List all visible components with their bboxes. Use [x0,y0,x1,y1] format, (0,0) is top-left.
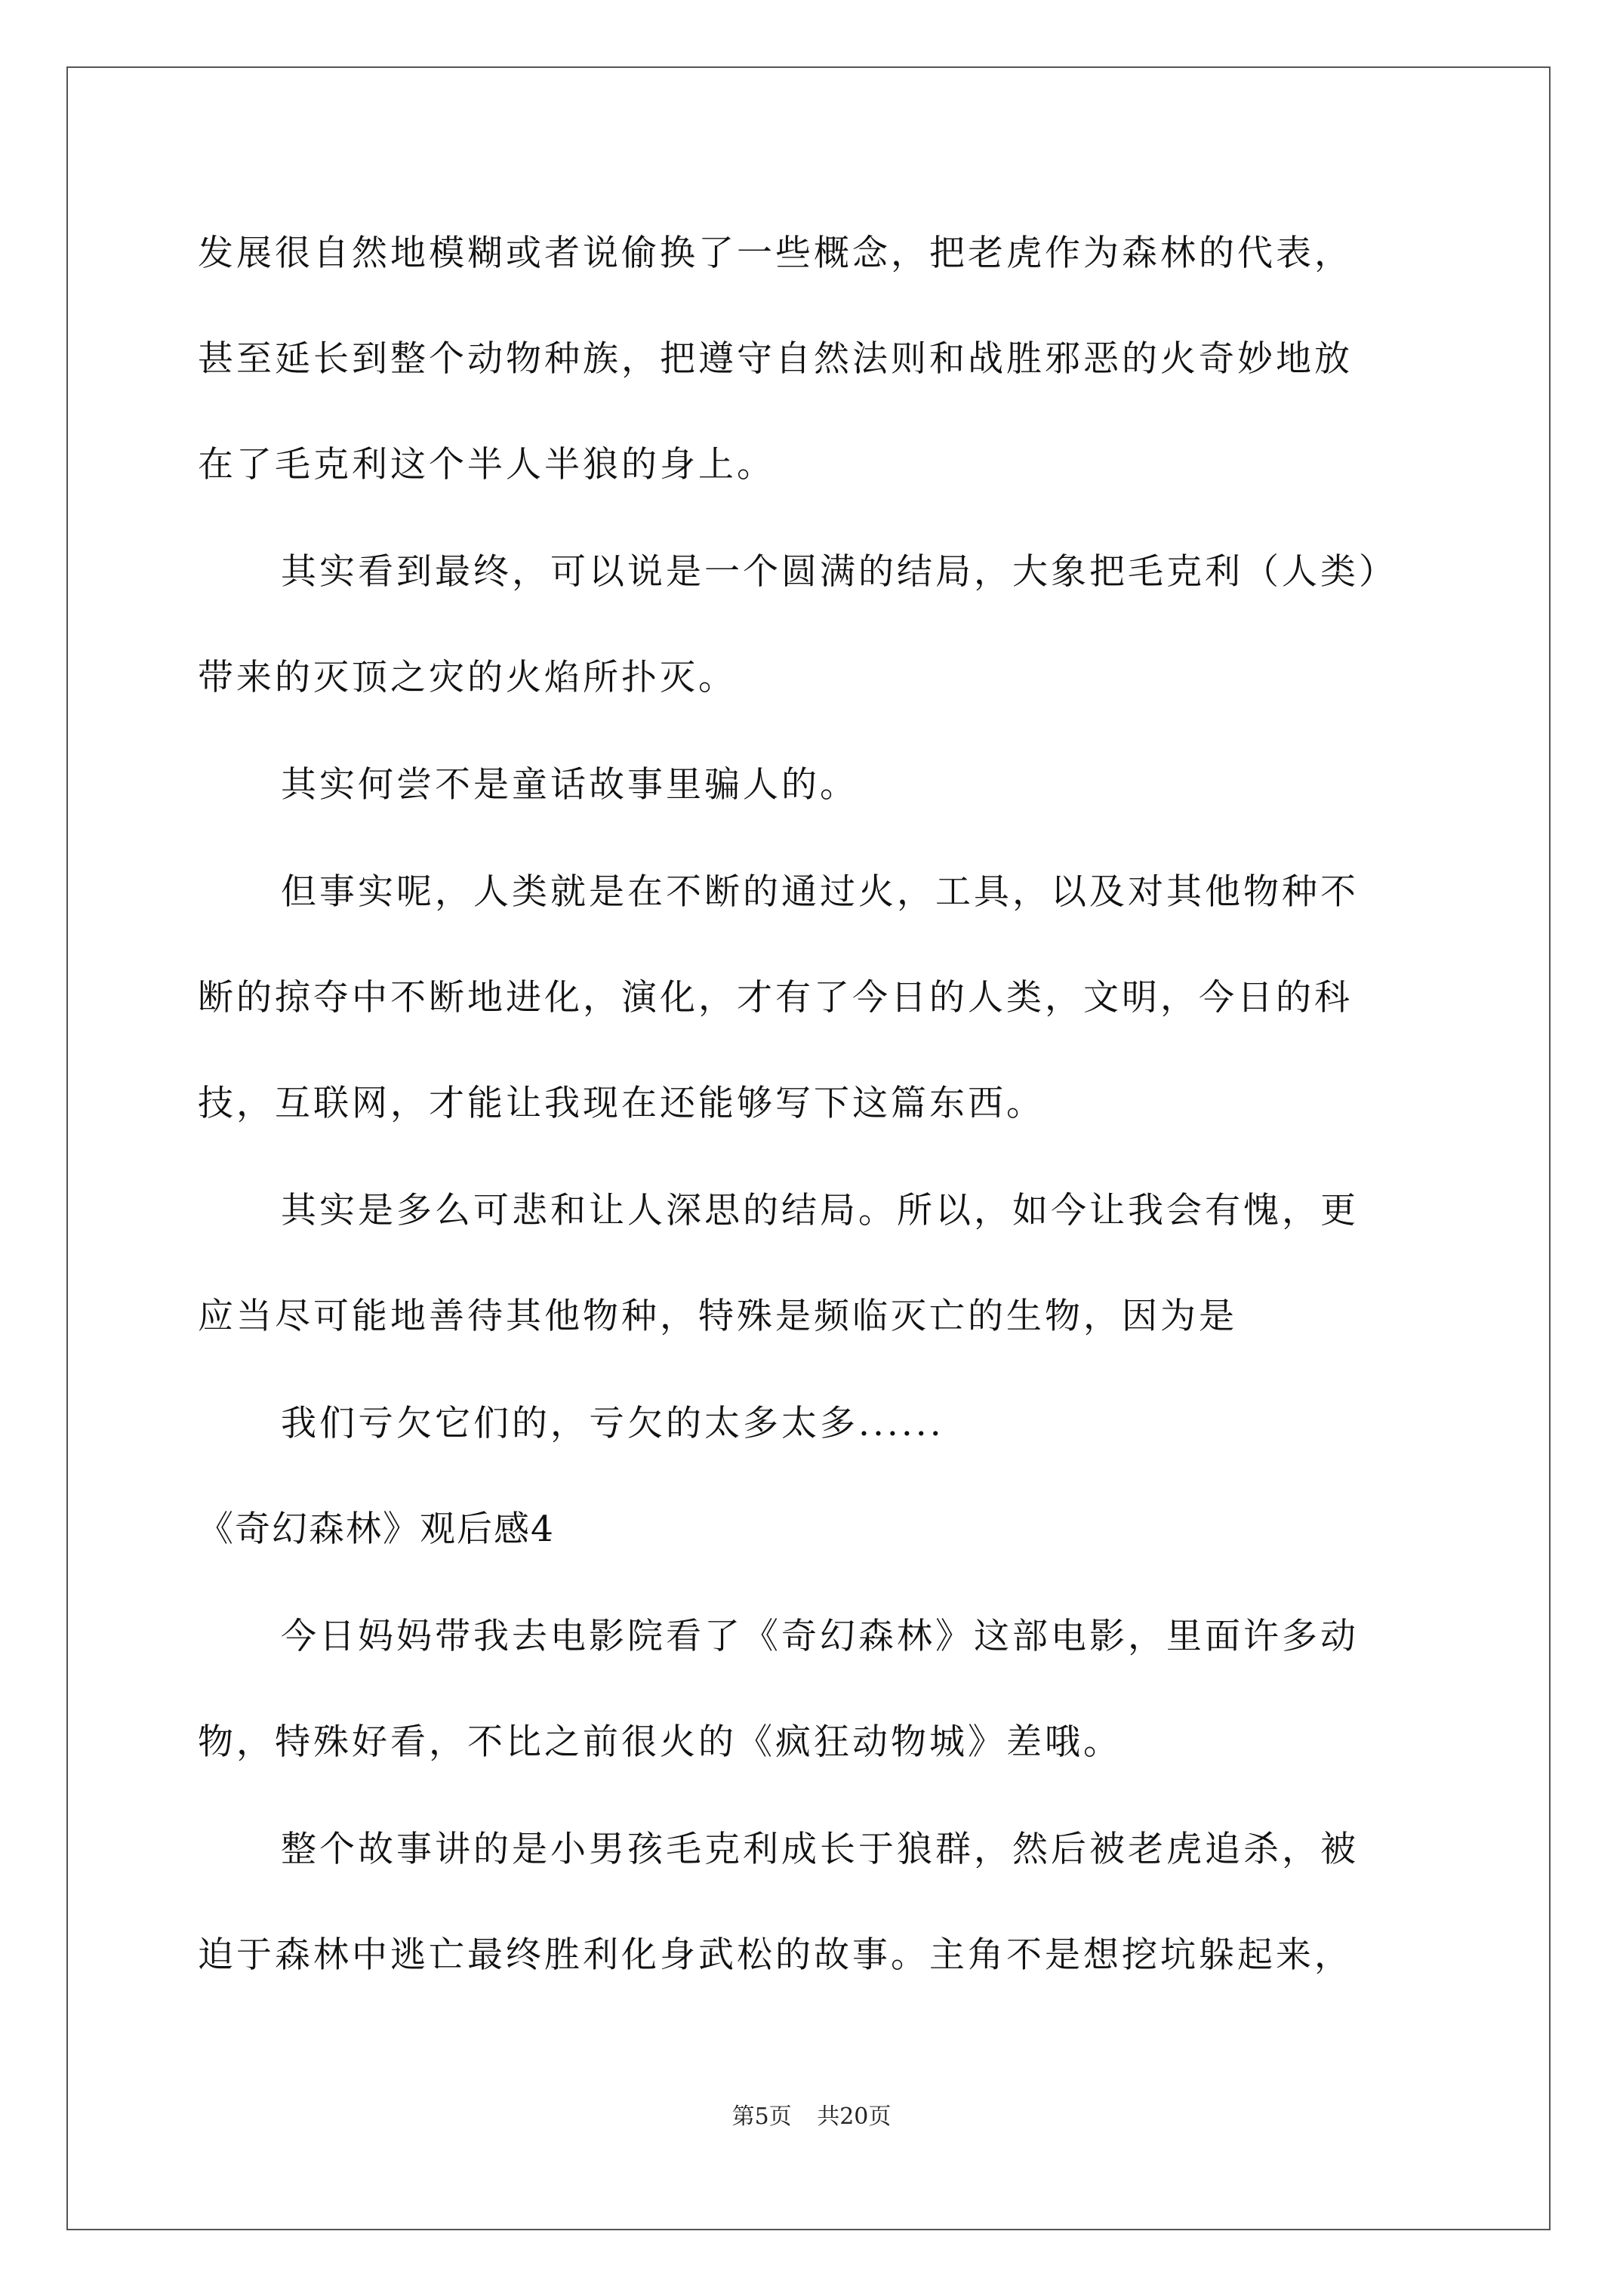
paragraph-line: 其实是多么可悲和让人深思的结局。所以，如今让我会有愧，更 [281,1190,1359,1231]
paragraph-line: 其实何尝不是童话故事里骗人的。 [281,764,858,806]
paragraph-line: 整个故事讲的是小男孩毛克利成长于狼群，然后被老虎追杀，被 [281,1829,1359,1870]
page-number: 第5页 [731,2103,792,2130]
paragraph-line: 迫于森林中逃亡最终胜利化身武松的故事。主角不是想挖坑躲起来， [198,1934,1353,1976]
paragraph-line: 其实看到最终，可以说是一个圆满的结局，大象把毛克利（人类） [281,551,1397,593]
paragraph-line: 但事实呢，人类就是在不断的通过火，工具，以及对其他物种不 [281,871,1359,913]
page-border [66,66,1551,2230]
paragraph-line: 应当尽可能地善待其他物种，特殊是频临灭亡的生物，因为是 [198,1296,1237,1337]
paragraph-line: 在了毛克利这个半人半狼的身上。 [198,444,775,485]
paragraph-line: 技，互联网，才能让我现在还能够写下这篇东西。 [198,1083,1045,1124]
paragraph-line: 甚至延长到整个动物种族，把遵守自然法则和战胜邪恶的火奇妙地放 [198,338,1353,380]
page-footer [0,2102,1623,2132]
page-total: 共20页 [817,2103,892,2130]
paragraph-line: 今日妈妈带我去电影院看了《奇幻森林》这部电影，里面许多动 [281,1616,1359,1657]
paragraph-line: 我们亏欠它们的，亏欠的太多太多...... [281,1403,944,1444]
section-heading: 《奇幻森林》观后感4 [198,1509,555,1550]
paragraph-line: 物，特殊好看，不比之前很火的《疯狂动物城》差哦。 [198,1721,1122,1763]
paragraph-line: 断的掠夺中不断地进化，演化，才有了今日的人类，文明，今日的科 [198,977,1353,1019]
paragraph-line: 发展很自然地模糊或者说偷换了一些概念，把老虎作为森林的代表， [198,233,1353,274]
paragraph-line: 带来的灭顶之灾的火焰所扑灭。 [198,657,737,698]
